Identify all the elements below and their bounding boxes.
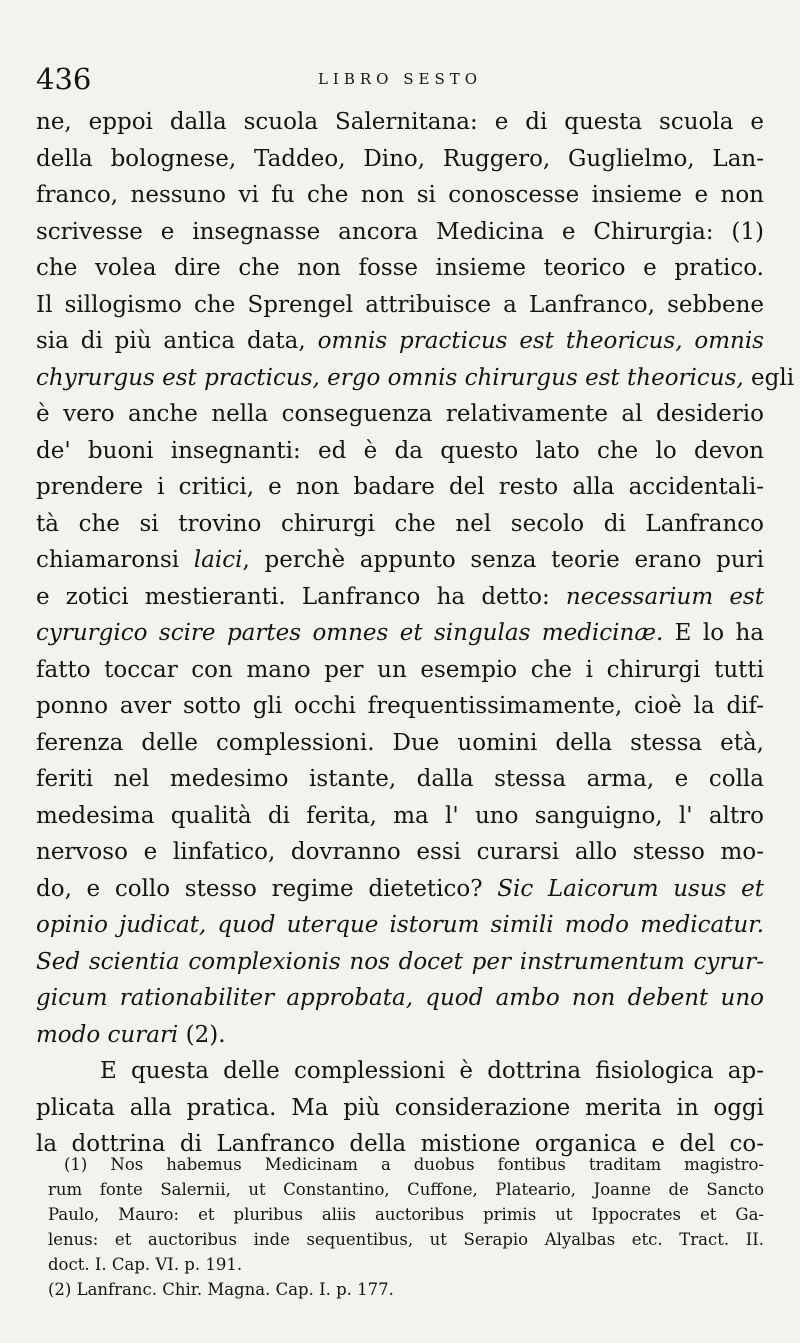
text-segment: e zotici mestieranti. Lanfranco ha detto: (36, 583, 566, 610)
text-segment: feriti nel medesimo istante, dalla stessa arma, e colla (36, 766, 764, 792)
page-header (36, 62, 764, 102)
italic-text: cyrurgico scire partes omnes et singulas medicinæ. (36, 620, 664, 646)
text-segment: ponno aver sotto gli occhi frequentissimamente, cioè la dif- (36, 693, 764, 719)
italic-text: chyrurgus est practicus, ergo omnis chirurgus est theoricus, (36, 364, 744, 391)
italic-text: laici (193, 547, 243, 573)
text-segment: nervoso e linfatico, dovranno essi curarsi allo stesso mo- (36, 839, 764, 865)
italic-text: necessarium est (565, 583, 764, 610)
text-line (36, 579, 764, 616)
italic-text: opinio judicat, quod uterque istorum simili modo medicatur. (36, 912, 764, 938)
text-line (36, 1090, 764, 1127)
text-line (36, 141, 764, 178)
text-segment: tà che si trovino chirurgi che nel secolo di Lanfranco (36, 510, 764, 537)
footnotes (48, 1152, 764, 1302)
text-line (36, 944, 764, 981)
text-segment: E lo ha (663, 620, 765, 646)
footnote-line: (2) Lanfranc. Chir. Magna. Cap. I. p. 177. (48, 1280, 394, 1299)
text-segment: che volea dire che non fosse insieme teorico e pratico. (36, 255, 764, 281)
text-line (36, 214, 764, 251)
text-line (36, 360, 795, 397)
italic-text: Sed scientia complexionis nos docet per instrumentum cyrur- (36, 948, 764, 975)
text-line (36, 615, 764, 652)
text-segment: ne, eppoi dalla scuola Salernitana: e di questa scuola e (36, 109, 764, 135)
text-line (36, 469, 764, 506)
text-segment: egli (743, 364, 795, 391)
text-line (36, 907, 764, 944)
text-segment: plicata alla pratica. Ma più considerazione merita in oggi (36, 1094, 764, 1121)
text-line (36, 1017, 764, 1054)
text-segment: de' buoni insegnanti: ed è da questo lato che lo devon (36, 437, 764, 464)
text-line (36, 834, 764, 871)
text-line (36, 1053, 764, 1090)
text-segment: franco, nessuno vi fu che non si conoscesse insieme e non (36, 182, 764, 208)
text-line (36, 506, 764, 543)
text-segment: , perchè appunto senza teorie erano puri (242, 547, 764, 573)
text-segment: Il sillogismo che Sprengel attribuisce a Lanfranco, sebbene (36, 291, 764, 318)
text-line (36, 250, 764, 287)
text-line (36, 652, 764, 689)
footnote-line: doct. I. Cap. VI. p. 191. (48, 1255, 243, 1274)
text-segment: della bolognese, Taddeo, Dino, Ruggero, Guglielmo, Lan- (36, 145, 764, 172)
text-line (36, 798, 764, 835)
text-segment: ferenza delle complessioni. Due uomini della stessa età, (36, 729, 764, 756)
body-text (36, 104, 795, 1163)
text-line (36, 980, 764, 1017)
italic-text: Sic Laicorum usus et (497, 875, 764, 902)
text-segment: scrivesse e insegnasse ancora Medicina e Chirurgia: (1) (36, 218, 764, 245)
text-line (36, 542, 764, 579)
italic-text: omnis practicus est theoricus, omnis (317, 328, 764, 354)
text-segment: la dottrina di Lanfranco della mistione organica e del co- (36, 1131, 764, 1157)
footnote-line: (1) Nos habemus Medicinam a duobus fontibus traditam magistro- (64, 1155, 764, 1174)
text-line (36, 177, 764, 214)
text-line (36, 323, 764, 360)
text-line (36, 396, 764, 433)
text-segment: prendere i critici, e non badare del resto alla accidentali- (36, 474, 764, 500)
footnote-line: Paulo, Mauro: et pluribus aliis auctoribus primis ut Ippocrates et Ga- (48, 1205, 764, 1224)
text-line (36, 287, 764, 324)
text-segment: do, e collo stesso regime dietetico? (36, 875, 498, 902)
text-segment: è vero anche nella conseguenza relativamente al desiderio (36, 401, 764, 427)
footnote-line: lenus: et auctoribus inde sequentibus, ut Serapio Alyalbas etc. Tract. II. (48, 1230, 764, 1249)
italic-text: gicum rationabiliter approbata, quod ambo non debent uno (36, 985, 764, 1011)
text-line (36, 761, 764, 798)
text-segment: (2). (178, 1021, 226, 1048)
text-line (36, 688, 764, 725)
text-segment: chiamaronsi (36, 547, 194, 573)
text-line (36, 433, 764, 470)
page-number: 436 (36, 62, 92, 96)
text-segment: sia di più antica data, (36, 328, 318, 354)
text-line (36, 871, 764, 908)
text-line (36, 725, 764, 762)
running-head: LIBRO SESTO (317, 70, 483, 88)
text-line (36, 104, 764, 141)
text-segment: E questa delle complessioni è dottrina fisiologica ap- (100, 1058, 764, 1084)
italic-text: modo curari (36, 1021, 179, 1048)
text-segment: fatto toccar con mano per un esempio che i chirurgi tutti (36, 656, 764, 683)
text-segment: medesima qualità di ferita, ma l' uno sanguigno, l' altro (36, 802, 764, 829)
footnote-line: rum fonte Salernii, ut Constantino, Cuffone, Plateario, Joanne de Sancto (48, 1180, 764, 1199)
